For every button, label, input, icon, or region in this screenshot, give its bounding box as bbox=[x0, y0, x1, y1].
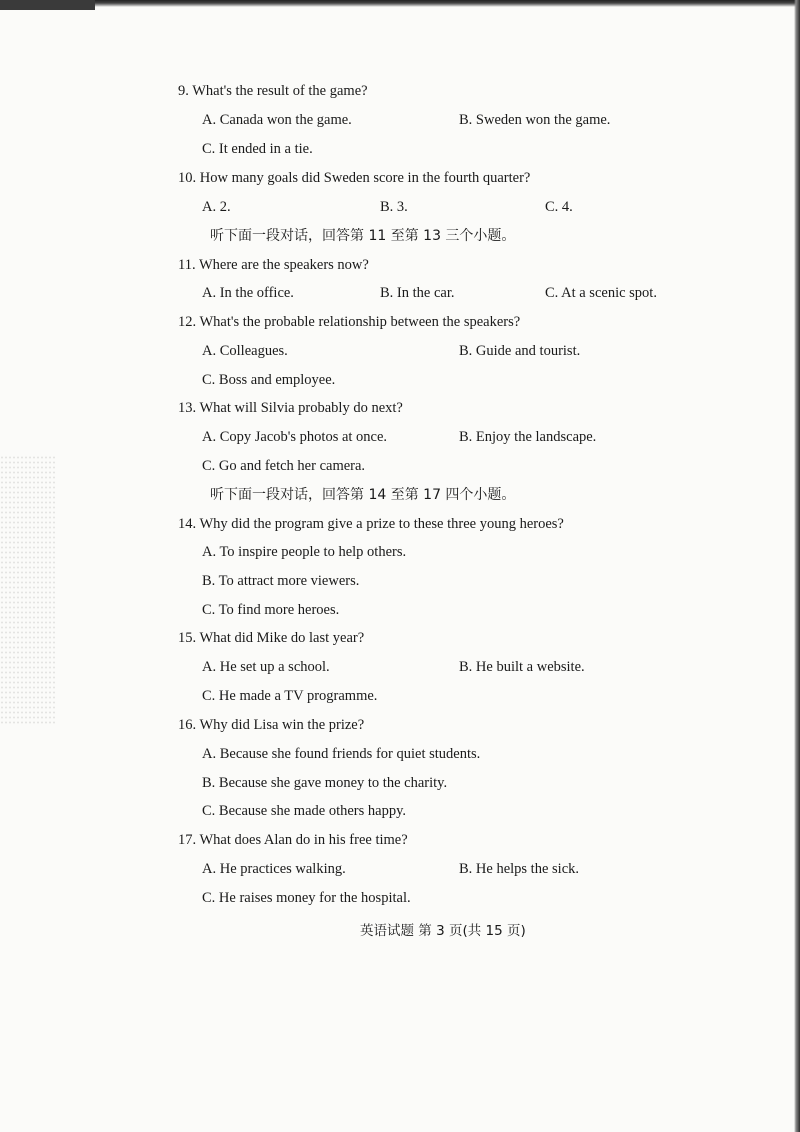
scan-top-corner-mark bbox=[0, 0, 95, 10]
question-16-option-c: C. Because she made others happy. bbox=[202, 803, 407, 819]
section-instruction-11-13: 听下面一段对话，回答第 11 至第 13 三个小题。 bbox=[210, 228, 516, 244]
question-14-option-a: A. To inspire people to help others. bbox=[202, 544, 407, 560]
question-15-stem: 15. What did Mike do last year? bbox=[178, 630, 365, 646]
question-17-stem: 17. What does Alan do in his free time? bbox=[178, 832, 408, 848]
question-12-stem: 12. What's the probable relationship between the speakers? bbox=[178, 314, 521, 330]
question-14-option-c: C. To find more heroes. bbox=[202, 602, 340, 618]
question-17-option-c: C. He raises money for the hospital. bbox=[202, 890, 411, 906]
scan-noise bbox=[0, 455, 55, 725]
question-15-option-b: B. He built a website. bbox=[459, 659, 585, 675]
question-15-option-c: C. He made a TV programme. bbox=[202, 688, 378, 704]
question-13-option-a: A. Copy Jacob's photos at once. bbox=[202, 429, 388, 445]
question-12-option-c: C. Boss and employee. bbox=[202, 372, 336, 388]
scan-top-border bbox=[0, 0, 800, 7]
question-9-option-a: A. Canada won the game. bbox=[202, 112, 352, 128]
question-16-stem: 16. Why did Lisa win the prize? bbox=[178, 717, 365, 733]
section-instruction-14-17: 听下面一段对话，回答第 14 至第 17 四个小题。 bbox=[210, 487, 516, 503]
question-11-option-c: C. At a scenic spot. bbox=[545, 285, 657, 301]
question-10-stem: 10. How many goals did Sweden score in the fourth quarter? bbox=[178, 170, 531, 186]
question-17-option-b: B. He helps the sick. bbox=[459, 861, 580, 877]
question-13-stem: 13. What will Silvia probably do next? bbox=[178, 400, 403, 416]
question-16-option-a: A. Because she found friends for quiet students. bbox=[202, 746, 481, 762]
question-10-option-c: C. 4. bbox=[545, 199, 573, 215]
question-17-option-a: A. He practices walking. bbox=[202, 861, 346, 877]
question-13-option-c: C. Go and fetch her camera. bbox=[202, 458, 366, 474]
question-13-option-b: B. Enjoy the landscape. bbox=[459, 429, 597, 445]
question-11-stem: 11. Where are the speakers now? bbox=[178, 257, 369, 273]
page-footer: 英语试题 第 3 页(共 15 页) bbox=[360, 923, 526, 939]
question-9-stem: 9. What's the result of the game? bbox=[178, 83, 368, 99]
scan-right-border bbox=[794, 0, 800, 1132]
question-11-option-a: A. In the office. bbox=[202, 285, 294, 301]
question-14-option-b: B. To attract more viewers. bbox=[202, 573, 360, 589]
question-10-option-b: B. 3. bbox=[380, 199, 408, 215]
question-11-option-b: B. In the car. bbox=[380, 285, 455, 301]
question-14-stem: 14. Why did the program give a prize to these three young heroes? bbox=[178, 516, 564, 532]
question-10-option-a: A. 2. bbox=[202, 199, 231, 215]
question-9-option-c: C. It ended in a tie. bbox=[202, 141, 313, 157]
question-12-option-a: A. Colleagues. bbox=[202, 343, 288, 359]
question-12-option-b: B. Guide and tourist. bbox=[459, 343, 581, 359]
question-9-option-b: B. Sweden won the game. bbox=[459, 112, 611, 128]
question-15-option-a: A. He set up a school. bbox=[202, 659, 330, 675]
question-16-option-b: B. Because she gave money to the charity. bbox=[202, 775, 448, 791]
